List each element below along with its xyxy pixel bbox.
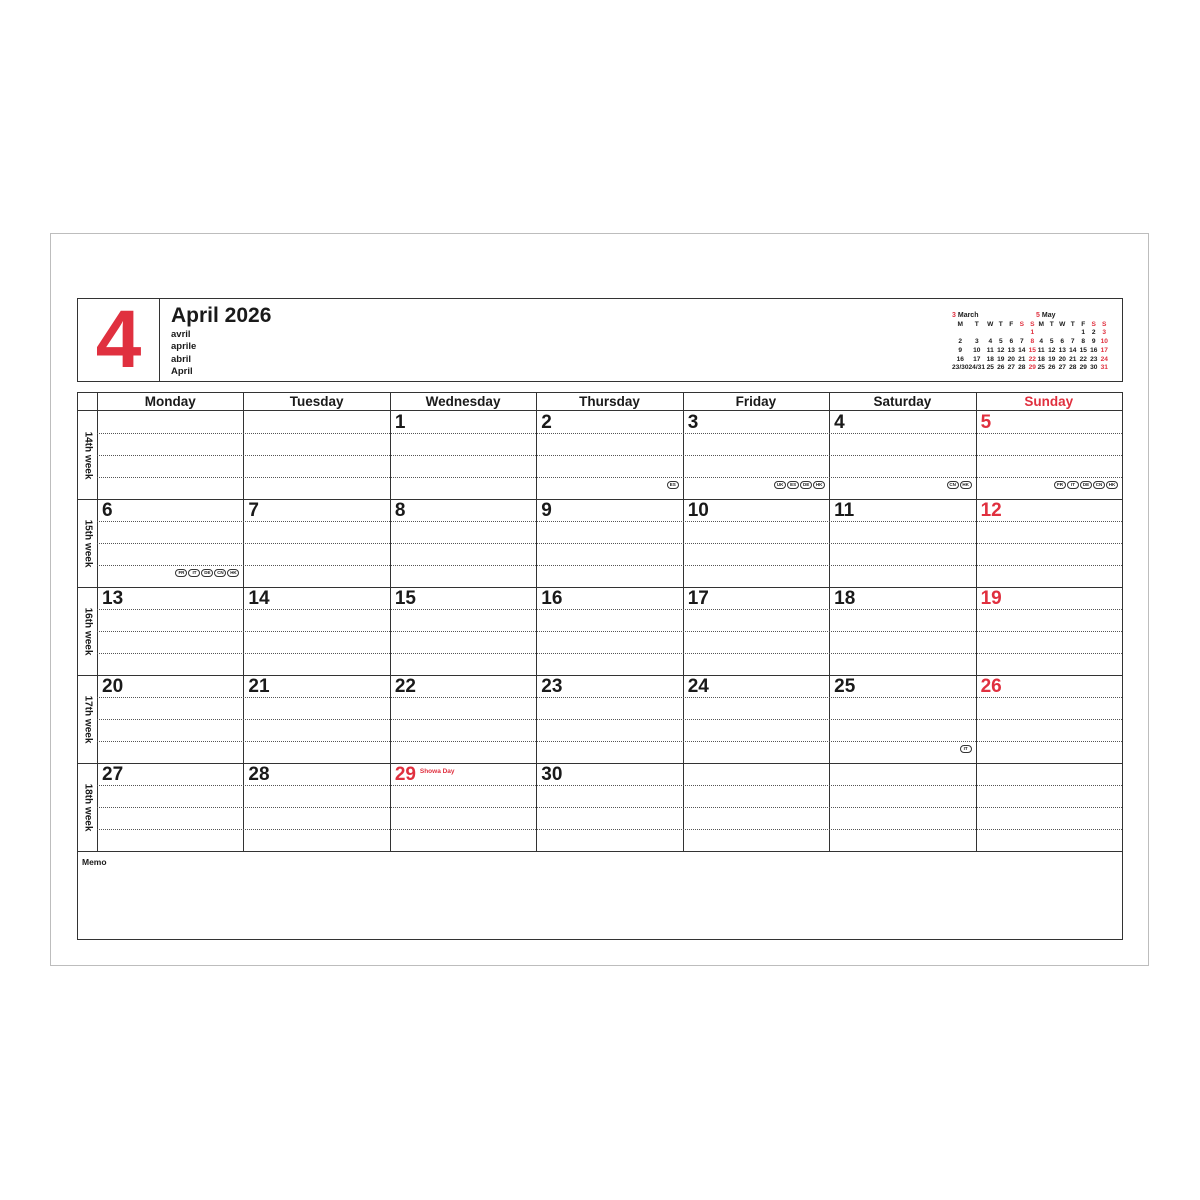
day-number[interactable]: 18 [834,588,856,609]
mini-weekday: M [1038,320,1044,328]
mini-day: 4 [988,338,993,346]
holiday-label: Showa Day [419,768,455,775]
mini-day [1017,329,1028,338]
writing-line [97,455,1122,456]
mini-weekday: S [1019,320,1024,328]
mini-day: 10 [973,346,981,354]
month-title: April 2026 [171,304,272,327]
mini-day: 29 [1079,364,1087,372]
day-number[interactable]: 22 [394,676,416,697]
country-badge: CN [947,481,959,489]
weekday-header-thursday: Thursday [579,394,640,409]
mini-weekday: W [987,320,994,328]
day-number[interactable]: 12 [980,500,1002,521]
mini-day [1036,329,1047,338]
mini-day: 23/30 [952,364,969,372]
mini-day: 9 [1091,338,1096,346]
mini-day: 23 [1090,355,1098,363]
day-number[interactable]: 29 [394,764,416,785]
day-number[interactable]: 4 [834,412,845,433]
week-label-text: 14th week [82,431,93,479]
day-number[interactable]: 9 [541,500,552,521]
mini-day: 15 [1079,346,1087,354]
day-number[interactable]: 15 [394,588,416,609]
translation-it: aprile [171,341,197,353]
week-divider [78,587,1122,588]
translation-fr: avril [171,329,191,340]
mini-day: 8 [1030,338,1035,346]
mini-day [969,329,986,338]
mini-day: 24 [1100,355,1108,363]
mini-day: 12 [997,346,1005,354]
day-number[interactable]: 26 [980,676,1002,697]
country-badge: IT [960,745,972,753]
mini-day: 21 [1018,355,1026,363]
mini-weekday: T [974,320,979,328]
mini-day: 25 [986,364,994,372]
writing-line [97,609,1122,610]
mini-day: 25 [1037,364,1045,372]
mini-weekday: F [1081,320,1086,328]
mini-day: 30 [1090,364,1098,372]
day-number[interactable]: 13 [102,588,124,609]
month-number: 4 [78,299,160,381]
mini-day: 15 [1028,346,1036,354]
mini-weekday: T [1070,320,1075,328]
day-number[interactable]: 25 [834,676,856,697]
day-number[interactable]: 1 [394,412,406,433]
country-badge: IT [1067,481,1079,489]
mini-day: 17 [973,355,981,363]
mini-day: 7 [1019,338,1024,346]
mini-calendar-month-name: March [957,312,979,319]
mini-day: 26 [997,364,1005,372]
mini-day: 22 [1079,355,1087,363]
mini-day [1047,329,1058,338]
mini-day: 12 [1048,346,1056,354]
column-divider [243,393,244,851]
writing-line [97,785,1122,786]
mini-weekday: T [998,320,1003,328]
week-label-text: 15th week [82,519,93,567]
mini-calendar-table [952,321,1038,373]
country-badge: HK [813,481,825,489]
mini-day: 31 [1100,364,1108,372]
mini-day: 10 [1100,338,1108,346]
day-number[interactable]: 11 [834,500,855,521]
weekday-header-wednesday: Wednesday [425,394,501,409]
column-divider [536,393,537,851]
country-badge: ES [787,481,799,489]
mini-day: 16 [1090,346,1098,354]
writing-line [97,719,1122,720]
week-divider [78,675,1122,676]
mini-day [1068,329,1079,338]
day-number[interactable]: 20 [102,676,124,697]
writing-line [97,565,1122,566]
day-number[interactable]: 6 [102,500,113,521]
mini-day [985,329,996,338]
mini-day: 2 [1091,329,1096,337]
mini-day: 27 [1007,364,1015,372]
day-number[interactable]: 24 [687,676,709,697]
country-holiday-badges [774,481,825,489]
country-badge: UK [774,481,786,489]
mini-day: 28 [1018,364,1026,372]
country-badge: CN [214,569,226,577]
mini-day: 11 [986,346,994,354]
mini-day: 6 [1060,338,1065,346]
week-label [78,499,97,587]
writing-line [97,829,1122,830]
mini-day: 1 [1081,329,1086,337]
week-label-text: 18th week [82,783,93,831]
month-translations [171,329,196,378]
week-label [78,411,97,499]
country-badge: CN [1093,481,1105,489]
country-badge: ES [667,481,679,489]
country-badge: HK [227,569,239,577]
weekday-header-sunday: Sunday [1024,394,1074,409]
mini-day: 27 [1058,364,1066,372]
mini-day: 13 [1058,346,1066,354]
mini-weekday: M [957,320,963,328]
mini-day: 18 [1037,355,1045,363]
month-grid [77,392,1123,940]
day-number[interactable]: 10 [687,500,709,521]
writing-line [97,631,1122,632]
mini-day: 13 [1007,346,1015,354]
mini-day: 9 [958,346,963,354]
mini-day: 4 [1039,338,1044,346]
mini-day: 17 [1100,346,1108,354]
mini-calendar-title [1036,312,1110,321]
mini-day: 21 [1069,355,1077,363]
translation-de: April [171,365,193,377]
week-divider [78,763,1122,764]
country-holiday-badges [667,481,679,489]
writing-line [97,741,1122,742]
mini-day: 14 [1018,346,1026,354]
mini-day: 5 [998,338,1003,346]
day-number[interactable]: 3 [687,412,699,433]
mini-day [1057,329,1068,338]
country-badge: FR [1054,481,1066,489]
writing-line [97,653,1122,654]
mini-weekday: F [1009,320,1014,328]
mini-weekday: T [1049,320,1054,328]
country-badge: FR [175,569,187,577]
mini-day: 18 [986,355,994,363]
week-label-text: 17th week [82,695,93,743]
mini-day: 22 [1028,355,1036,363]
country-badge: IT [188,569,200,577]
mini-calendar-month-name: May [1041,312,1056,319]
mini-day: 2 [958,338,963,346]
country-badge: DE [201,569,213,577]
day-number[interactable]: 5 [980,412,992,433]
mini-day: 1 [1030,329,1035,337]
mini-day: 8 [1081,338,1086,346]
day-number[interactable]: 21 [248,676,270,697]
mini-calendar-march [952,312,1038,373]
writing-line [97,521,1122,522]
country-holiday-badges [960,745,972,753]
mini-day [996,329,1007,338]
writing-line [97,697,1122,698]
mini-calendar-month-number: 3 [952,312,956,319]
country-badge: HK [1106,481,1118,489]
country-badge: DE [1080,481,1092,489]
mini-day: 5 [1049,338,1054,346]
week-divider [78,499,1122,500]
day-number[interactable]: 8 [394,500,406,521]
month-header [77,294,1123,385]
mini-weekday: S [1030,320,1035,328]
mini-day [1006,329,1017,338]
week-label [78,587,97,675]
mini-weekday: W [1059,320,1066,328]
week-label-text: 16th week [82,607,93,655]
country-holiday-badges [175,569,239,577]
memo-label: Memo [82,857,107,867]
weekday-header-row [78,393,1122,411]
writing-line [97,477,1122,478]
mini-day: 26 [1048,364,1056,372]
country-badge: DE [800,481,812,489]
day-number[interactable]: 17 [687,588,709,609]
mini-day: 29 [1028,364,1036,372]
mini-day: 3 [974,338,979,346]
mini-day: 20 [1058,355,1066,363]
mini-calendar-month-number: 5 [1036,312,1040,319]
mini-day [952,329,969,338]
weekday-header-monday: Monday [144,394,196,409]
weekday-header-friday: Friday [735,394,777,409]
mini-calendar-table [1036,321,1110,373]
day-number[interactable]: 14 [248,588,270,609]
week-label [78,763,97,851]
mini-day: 20 [1007,355,1015,363]
weekday-header-tuesday: Tuesday [289,394,344,409]
day-number[interactable]: 16 [541,588,563,609]
day-number[interactable]: 28 [248,764,270,785]
week-label [78,675,97,763]
column-divider [976,393,977,851]
column-divider [390,393,391,851]
day-number[interactable]: 2 [541,412,552,433]
writing-line [97,433,1122,434]
mini-day: 28 [1069,364,1077,372]
column-divider [683,393,684,851]
mini-weekday: S [1102,320,1107,328]
country-badge: HK [960,481,972,489]
mini-calendar-may [1036,312,1110,373]
mini-day: 3 [1102,329,1107,337]
translation-es: abril [171,353,192,365]
day-number[interactable]: 30 [541,764,563,785]
mini-day: 11 [1037,346,1045,354]
mini-day: 7 [1070,338,1075,346]
weekday-header-saturday: Saturday [873,394,932,409]
mini-day: 6 [1009,338,1014,346]
country-holiday-badges [1054,481,1118,489]
day-number[interactable]: 27 [102,764,124,785]
column-divider [97,393,98,851]
week-divider [78,851,1122,852]
writing-line [97,807,1122,808]
country-holiday-badges [947,481,972,489]
mini-day: 19 [997,355,1005,363]
mini-calendar-title [952,312,1038,321]
day-number[interactable]: 7 [248,500,259,521]
mini-day: 19 [1048,355,1056,363]
column-divider [829,393,830,851]
mini-weekday: S [1091,320,1096,328]
mini-day: 16 [956,355,964,363]
mini-day: 14 [1069,346,1077,354]
day-number[interactable]: 23 [541,676,563,697]
writing-line [97,543,1122,544]
mini-day: 24/31 [968,364,986,372]
day-number[interactable]: 19 [980,588,1002,609]
